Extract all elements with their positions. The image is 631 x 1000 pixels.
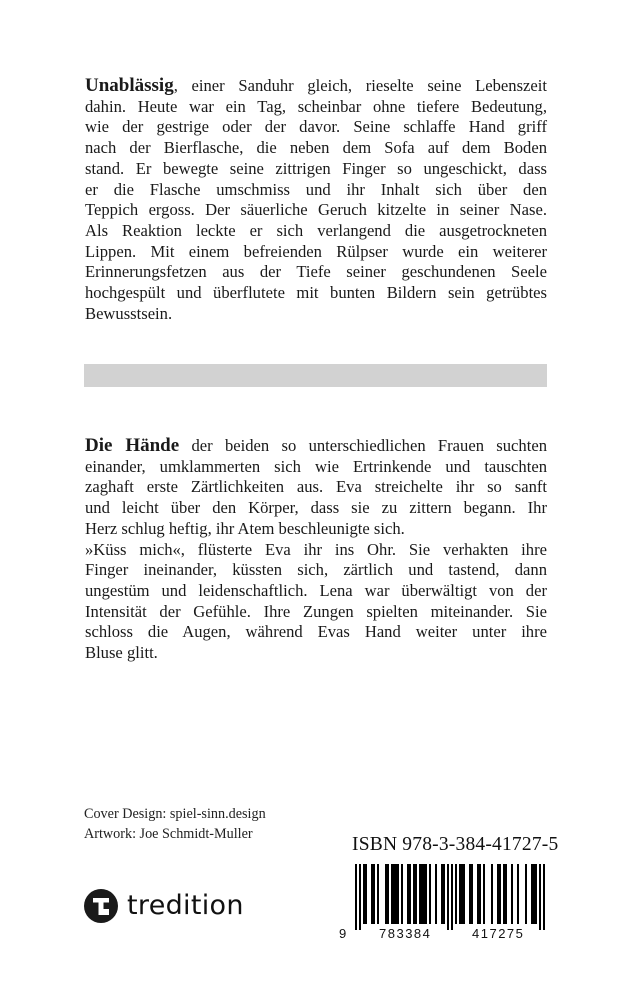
paragraph-line: nach der Bierflasche, die neben dem Sofa auf dem Boden [85, 138, 547, 158]
barcode-bar [455, 864, 457, 924]
barcode-bar [413, 864, 415, 924]
paragraph-line: , einer Sanduhr gleich, rieselte seine Lebenszeit [173, 76, 547, 95]
paragraph-line: Bewusstsein. [85, 303, 173, 323]
barcode-bar [421, 864, 423, 924]
publisher-logo [84, 889, 244, 923]
barcode-bar [377, 864, 379, 924]
isbn-label: ISBN 978-3-384-41727-5 [352, 834, 559, 855]
barcode-bar [373, 864, 375, 924]
paragraph-line: zaghaft erste Zärtlichkeiten aus. Eva streichelte ihr so sanft [85, 477, 547, 497]
barcode-bar [423, 864, 425, 924]
barcode-bar [483, 864, 485, 924]
barcode-bar [499, 864, 501, 924]
paragraph-line: er die Flasche umschmiss und ihr Inhalt sich über den [85, 179, 547, 199]
barcode-bar [425, 864, 427, 924]
barcode-bar [435, 864, 437, 924]
barcode-bar [533, 864, 535, 924]
barcode-bar [363, 864, 365, 924]
publisher-name: tredition [127, 890, 244, 921]
barcode-bar [451, 864, 453, 930]
paragraph-line: und leicht über den Körper, dass sie zu zittern begann. Ihr [85, 498, 547, 518]
barcode-bar [429, 864, 431, 924]
cover-design-credit: Cover Design: spiel-sinn.design [84, 806, 266, 822]
barcode-bar [401, 864, 403, 924]
barcode-bar [397, 864, 399, 924]
paragraph-line: Finger ineinander, küssten sich, zärtlich und tastend, dann [85, 560, 547, 580]
paragraph-line: einander, umklammerten sich wie Ertrinkende und tauschten [85, 456, 547, 476]
barcode-bar [539, 864, 541, 930]
artwork-credit: Artwork: Joe Schmidt-Muller [84, 825, 253, 842]
barcode-bar [387, 864, 389, 924]
barcode-bar [497, 864, 499, 924]
barcode-bar [365, 864, 367, 924]
paragraph-line: Erinnerungsfetzen aus der Tiefe seiner geschundenen Seele [85, 262, 547, 282]
barcode-bar [477, 864, 479, 924]
barcode-digits-right: 417275 [472, 926, 525, 941]
barcode-bar [469, 864, 471, 924]
paragraph-line: wie der gestrige oder der davor. Seine schlaffe Hand griff [85, 117, 547, 137]
barcode-bar [385, 864, 387, 924]
paragraph-line: hochgespült und überflutete mit bunten Bildern sein getrübtes [85, 283, 547, 303]
paragraph-line: Herz schlug heftig, ihr Atem beschleunigte sich. [85, 518, 405, 538]
barcode-bar [531, 864, 533, 924]
barcode-digits-left: 783384 [379, 926, 432, 941]
barcode-bar [463, 864, 465, 924]
barcode-bar [511, 864, 513, 924]
barcode-bar [443, 864, 445, 924]
barcode-bar [391, 864, 393, 924]
paragraph-line: ungestüm und leidenschaftlich. Lena war überwältigt von der [85, 580, 547, 600]
paragraph-line: stand. Er bewegte seine zittrigen Finger so ungeschickt, dass [85, 158, 547, 178]
barcode-bar [359, 864, 361, 930]
paragraph-line: Als Reaktion leckte er sich verlangend die ausgetrockneten [85, 220, 547, 240]
paragraph-line: Lippen. Mit einem befreienden Rülpser wurde ein weiterer [85, 241, 547, 261]
paragraph-unablaessig [85, 76, 547, 324]
barcode-bar [409, 864, 411, 924]
credits [84, 805, 266, 844]
barcode-bar [415, 864, 417, 924]
paragraph-line: Intensität der Gefühle. Ihre Zungen spielten miteinander. Sie [85, 601, 547, 621]
barcode-digit-first: 9 [339, 926, 347, 941]
isbn-barcode [335, 864, 550, 944]
paragraph-line: »Küss mich«, flüsterte Eva ihr ins Ohr. Sie verhakten ihre [85, 539, 547, 559]
barcode-bar [535, 864, 537, 924]
tredition-logo-icon [84, 889, 118, 923]
barcode-bar [447, 864, 449, 930]
barcode-bar [461, 864, 463, 924]
barcode-bar [393, 864, 395, 924]
paragraph-lead: Die Hände [85, 435, 180, 456]
barcode-bar [459, 864, 461, 924]
barcode-bar [441, 864, 443, 924]
barcode-bar [471, 864, 473, 924]
paragraph-line: Bluse glitt. [85, 643, 158, 663]
paragraph-line: schloss die Augen, während Evas Hand weiter unter ihre [85, 622, 547, 642]
barcode-bar [419, 864, 421, 924]
barcode-bar [407, 864, 409, 924]
section-divider [84, 364, 547, 387]
paragraph-line: der beiden so unterschiedlichen Frauen suchten [179, 436, 547, 455]
barcode-bar [395, 864, 397, 924]
barcode-bar [505, 864, 507, 924]
paragraph-line: dahin. Heute war ein Tag, scheinbar ohne tiefere Bedeutung, [85, 96, 547, 116]
barcode-bar [479, 864, 481, 924]
barcode-bar [371, 864, 373, 924]
barcode-bar [517, 864, 519, 924]
paragraph-line: Teppich ergoss. Der säuerliche Geruch kitzelte in seiner Nase. [85, 200, 547, 220]
paragraph-lead: Unablässig [85, 75, 174, 96]
barcode-bar [503, 864, 505, 924]
barcode-bar [543, 864, 545, 930]
paragraph-die-haende [85, 436, 547, 664]
barcode-bar [355, 864, 357, 930]
barcode-bar [525, 864, 527, 924]
barcode-bar [491, 864, 493, 924]
